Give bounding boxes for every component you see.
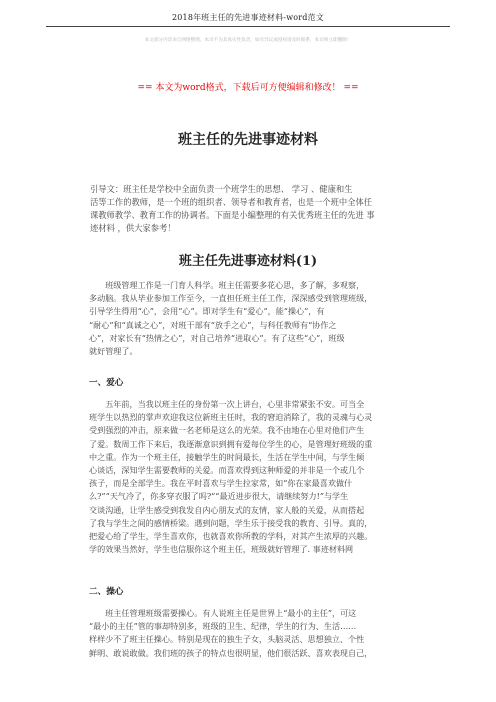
intro-line: 迹材料 ，供大家参考！ xyxy=(90,223,176,233)
text-line: 班级管理工作是一门育人科学。班主任需要多花心思，多了解，多观察， xyxy=(89,280,365,290)
text-line: 把爱心给了学生，学生喜欢你，也就喜欢你所教的学科，对其产生浓厚的兴趣。 xyxy=(89,531,373,542)
text-line: 就好管理了。 xyxy=(89,346,138,357)
section-title: 班主任先进事迹材料(1) xyxy=(178,254,318,269)
text-line: 心”，对家长有“热情之心”，对自己培养“进取心”。有了这些“心”，班级 xyxy=(89,332,345,343)
subheading-care: 二、操心 xyxy=(89,587,124,597)
disclaimer-text: 本文部分内容来自网络整理，本司不为其真实性负责，如有异议或侵权请及时联系，本司将立即删除！ xyxy=(144,38,352,43)
intro-paragraph xyxy=(90,183,398,235)
text-line: 五年前，当我以班主任的身份第一次上讲台，心里非常紧张不安。可当全 xyxy=(89,399,365,409)
intro-line: 引导文：班主任是学校中全面负责一个班学生的思想、 学习 、健康和生 xyxy=(90,184,353,194)
paragraph-love xyxy=(89,398,419,556)
text-line: 样样少不了班主任操心。特别是现在的独生子女，头脑灵活、思想独立、个性 xyxy=(89,634,365,645)
text-line: 班学生以热烈的掌声欢迎我这位新班主任时，我的窘迫消除了，我的灵魂与心灵 xyxy=(89,412,373,423)
text-line: 中之重。作为一个班主任，接触学生的时间最长，生活在学生中间，与学生倾 xyxy=(89,451,365,462)
text-line: 引导学生得用“心”，会用“心”。即对学生有“爱心”，能“操心”，有 xyxy=(89,306,325,317)
text-line: 么?”“天气冷了，你多穿衣服了吗?”“最近进步很大，请继续努力!”与学生 xyxy=(89,491,349,502)
text-line: “最小的主任”管的事却特别多，班级的卫生、纪律，学生的行为、生活…… xyxy=(89,621,357,632)
paragraph-care xyxy=(89,607,419,660)
header-divider xyxy=(46,26,450,27)
page-header: 2018年班主任的先进事迹材料-word范文 xyxy=(171,13,325,22)
intro-line: 课教师教学、教育工作的协调者。下面是小编整理的有关优秀班主任的先进 事 xyxy=(90,210,375,220)
text-line: 交谈沟通，让学生感受到我发自内心朋友式的友情，家人般的关爱，从而搭起 xyxy=(89,504,365,515)
text-line: 学的效果当然好，学生也信服你这个班主任，班级就好管理了. 事迹材料网 xyxy=(89,544,354,555)
text-line: 多动脑。我从毕业参加工作至今，一直担任班主任工作，深深感受到管理班级， xyxy=(89,293,373,304)
paragraph-opening xyxy=(89,279,419,358)
text-line: 受到强烈的冲击，原来做一名老师是这么的光荣。我不由地在心里对他们产生 xyxy=(89,425,365,436)
text-line: 了我与学生之间的感情桥梁。遇到问题，学生乐于接受我的教育、引导。真的， xyxy=(89,517,373,528)
text-line: 鲜明、敢说敢做。我们班的孩子的特点也很明显，他们很活跃、喜欢表现自己， xyxy=(89,647,373,658)
text-line: “耐心”和“真诚之心”，对班干部有“放手之心”，与科任教师有“协作之 xyxy=(89,319,337,330)
subheading-love: 一、爱心 xyxy=(89,378,124,388)
document-title: 班主任的先进事迹材料 xyxy=(178,132,318,148)
text-line: 孩子，而是全部学生。我在平时喜欢与学生拉家常，如“你在家最喜欢做什 xyxy=(89,478,353,489)
text-line: 心谈话，深知学生需要教师的关爱。而喜欢得到这种师爱的并非是一个或几个 xyxy=(89,465,365,476)
format-banner: == 本文为word格式，下载后可方便编辑和修改！ == xyxy=(137,83,359,93)
text-line: 了爱。数周工作下来后，我逐渐意识到拥有爱每位学生的心，是管理好班级的重 xyxy=(89,438,373,449)
intro-line: 活等工作的教师，是一个班的组织者、领导者和教育者，也是一个班中全体任 xyxy=(90,197,373,207)
text-line: 班主任管理班级需要操心。有人说班主任是世界上“最小的主任”，可这 xyxy=(89,608,357,618)
